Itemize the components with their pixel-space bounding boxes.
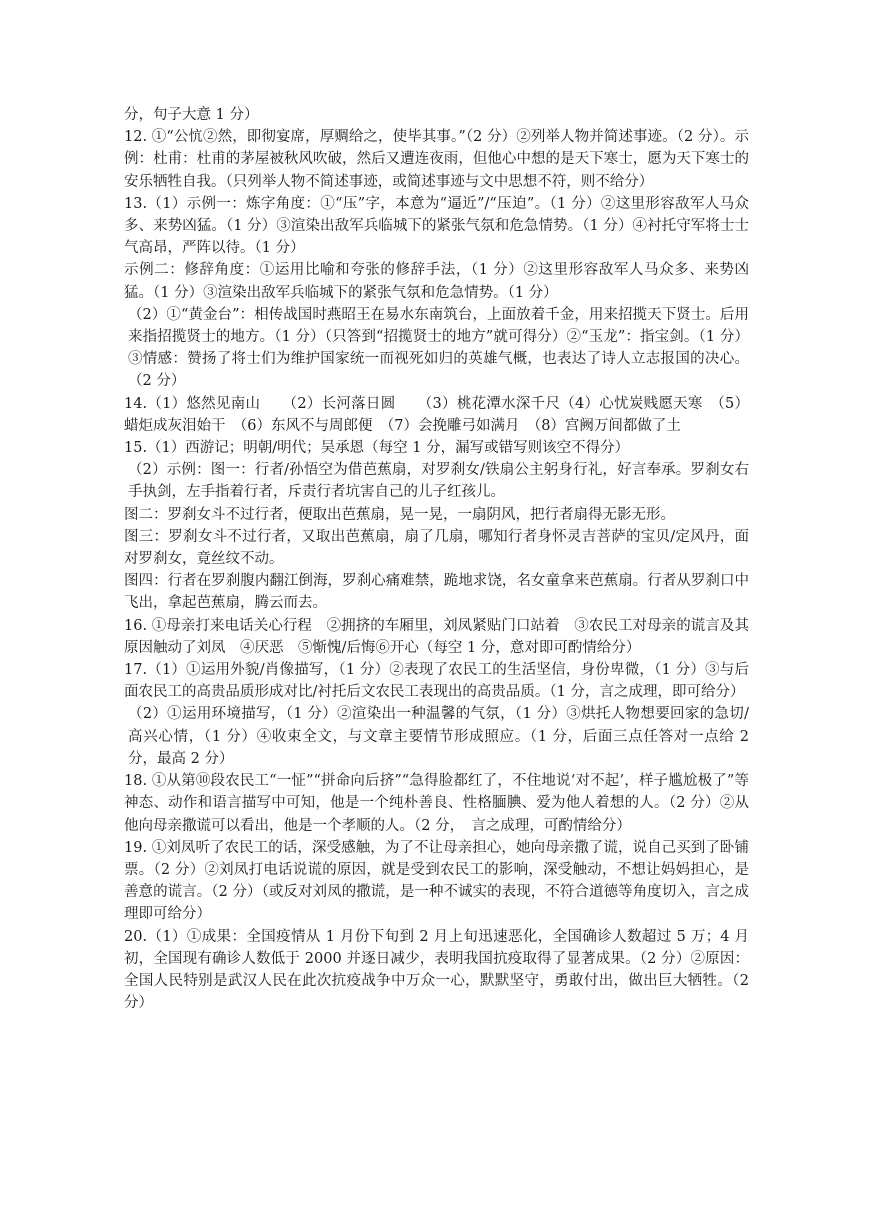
answer-15-2-figure-2: 图二：罗刹女斗不过行者，便取出芭蕉扇，晃一晃，一扇阴风，把行者扇得无影无形。 [124,506,675,523]
answer-20-1: 20.（1）①成果：全国疫情从 1 月份下旬到 2 月上旬迅速恶化，全国确诊人数超过 5 万；4 月初，全国现有确诊人数低于 2000 并逐日减少，表明我国抗疫取得了显著成果。（2 分）②原因：全国人民特别是武汉人民在此次抗疫战争中万众一心，默默坚守，勇敢付出，做出巨大牺牲。（2 分） [124,928,749,1012]
answer-15-1: 15.（1）西游记；明朝/明代；吴承恩（每空 1 分，漏写或错写则该空不得分） [124,440,630,457]
answer-17-1: 17.（1）①运用外貌/肖像描写，（1 分）②表现了农民工的生活坚信，身份卑微，（1 分）③与后面农民工的高贵品质形成对比/衬托后文农民工表现出的高贵品质。（1 分，言之成理，即可给分） [124,662,749,701]
answer-15-2-figure-3: 图三：罗刹女斗不过行者，又取出芭蕉扇，扇了几扇，哪知行者身怀灵吉菩萨的宝贝/定风丹，面对罗刹女，竟丝纹不动。 [124,528,749,568]
answer-13-1-example-1: 13.（1）示例一：炼字角度：①“压”字，本意为“逼近”/“压迫”。（1 分）②这里形容敌军人马众多、来势凶猛。（1 分）③渲染出敌军兵临城下的紧张气氛和危急情势。（1 分）④衬托守军将士士气高昂，严阵以待。（1 分） [124,195,749,257]
answer-15-2-figure-1: （2）示例：图一：行者/孙悟空为借芭蕉扇，对罗刹女/铁扇公主躬身行礼，好言奉承。罗刹女右手执剑，左手指着行者，斥责行者坑害自己的儿子红孩儿。 [128,462,749,501]
answer-fragment-11: 分，句子大意 1 分） [124,107,259,123]
answer-16: 16. ①母亲打来电话关心行程 ②拥挤的车厢里，刘凤紧贴门口站着 ③农民工对母亲的谎言及其原因触动了刘凤 ④厌恶 ⑤惭愧/后悔⑥开心（每空 1 分，意对即可酌情给分） [124,617,749,656]
answer-19: 19. ①刘凤听了农民工的话，深受感触，为了不让母亲担心，她向母亲撒了谎，说自己买到了卧铺票。（2 分）②刘凤打电话说谎的原因，就是受到农民工的影响，深受触动，不想让妈妈担心，是善意的谎言。（2 分）（或反对刘凤的撒谎，是一种不诚实的表现，不符合道德等角度切入，言之成理即可给分） [124,839,749,923]
answer-18: 18. ①从第⑩段农民工“一怔”“拼命向后挤”“急得脸都红了，不住地说‘对不起’，样子尴尬极了”等神态、动作和语言描写中可知，他是一个纯朴善良、性格腼腆、爱为他人着想的人。（2 分）②从他向母亲撒谎可以看出，他是一个孝顺的人。（2 分， 言之成理，可酌情给分） [124,773,749,834]
answer-12: 12. ①“公忼②然，即彻宴席，厚赒给之，使毕其事。”（2 分）②列举人物并简述事迹。（2 分）。示例：杜甫：杜甫的茅屋被秋风吹破，然后又遭连夜雨，但他心中想的是天下寒士，愿为天下寒士的安乐牺牲自我。（只列举人物不简述事迹，或简述事迹与文中思想不符，则不给分） [124,129,749,190]
answer-17-2: （2）①运用环境描写，（1 分）②渲染出一种温馨的气氛，（1 分）③烘托人物想要回家的急切/高兴心情，（1 分）④收束全文，与文章主要情节形成照应。（1 分，后面三点任答对一点给 2 分，最高 2 分） [128,706,749,767]
answer-14: 14.（1）悠然见南山 （2）长河落日圆 （3）桃花潭水深千尺（4）心忧炭贱愿天寒 （5）蜡炬成灰泪始干 （6）东风不与周郎便 （7）会挽雕弓如满月 （8）宫阙万间都做了土 [124,395,749,434]
answer-13-2: （2）①“黄金台”：相传战国时燕昭王在易水东南筑台，上面放着千金，用来招揽天下贤士。后用来指招揽贤士的地方。（1 分）（只答到“招揽贤士的地方”就可得分）②“玉龙”：指宝剑。（1 分）③情感：赞扬了将士们为维护国家统一而视死如归的英雄气概，也表达了诗人立志报国的决心。（2 分） [128,306,749,390]
answer-13-1-example-2: 示例二：修辞角度：①运用比喻和夸张的修辞手法，（1 分）②这里形容敌军人马众多、来势凶猛。（1 分）③渲染出敌军兵临城下的紧张气氛和危急情势。（1 分） [124,262,749,301]
answer-15-2-figure-4: 图四：行者在罗刹腹内翻江倒海，罗刹心痛难禁，跪地求饶，名女童拿来芭蕉扇。行者从罗刹口中飞出，拿起芭蕉扇，腾云而去。 [124,573,749,612]
